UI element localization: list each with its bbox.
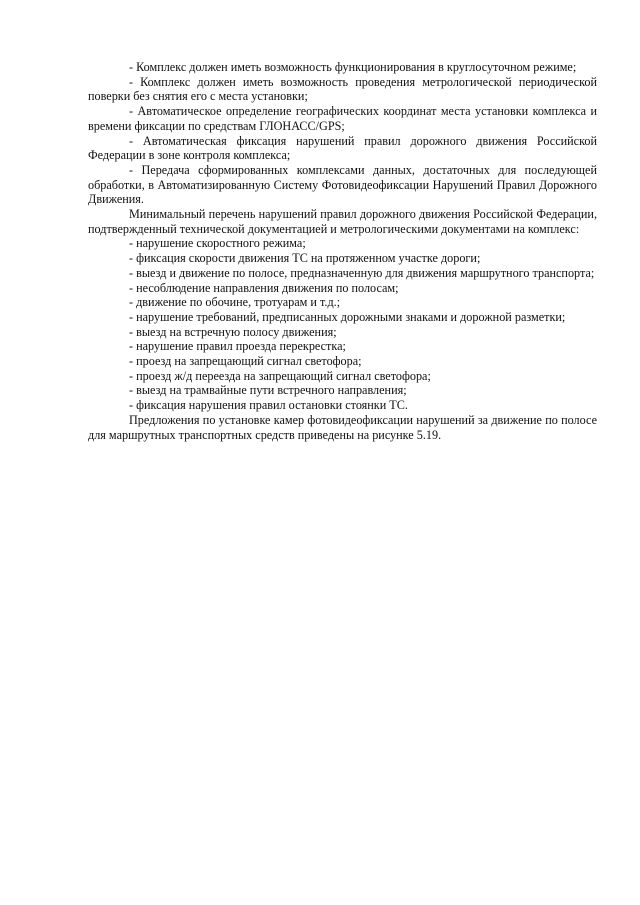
list-item-bus-lane: - выезд и движение по полосе, предназначенную для движения маршрутного транспорта; (129, 265, 595, 280)
list-item-red-light: - проезд на запрещающий сигнал светофора; (129, 354, 362, 369)
list-item-oncoming-lane: - выезд на встречную полосу движения; (129, 324, 337, 339)
list-item-signs-markings: - нарушение требований, предписанных дорожными знаками и дорожной разметки; (129, 309, 566, 324)
list-item-average-speed: - фиксация скорости движения ТС на протяженном участке дороги; (129, 251, 481, 266)
paragraph-requirement-violation-recording: - Автоматическая фиксация нарушений правил дорожного движения Российской Федерации в зоне контроля комплекса; (88, 133, 597, 163)
list-item-speeding: - нарушение скоростного режима; (129, 236, 306, 251)
paragraph-violations-list-intro: Минимальный перечень нарушений правил дорожного движения Российской Федерации, подтвержденный технической документацией и метрологическими документами на комплекс: (88, 207, 597, 236)
paragraph-requirement-metrological-verification: - Комплекс должен иметь возможность проведения метрологической периодической поверки без снятия его с места установки; (88, 74, 597, 104)
list-item-parking: - фиксация нарушения правил остановки стоянки ТС. (129, 398, 408, 413)
paragraph-requirement-data-transfer: - Передача сформированных комплексами данных, достаточных для последующей обработки, в Автоматизированную Систему Фотовидеофиксации Нарушений Правил Дорожного Движения. (88, 162, 597, 207)
paragraph-requirement-round-the-clock: - Комплекс должен иметь возможность функционирования в круглосуточном режиме; (129, 60, 577, 74)
list-item-lane-direction: - несоблюдение направления движения по полосам; (129, 280, 399, 295)
list-item-shoulder-sidewalk: - движение по обочине, тротуарам и т.д.; (129, 295, 341, 310)
paragraph-requirement-geo-coordinates: - Автоматическое определение географических координат места установки комплекса и времени фиксации по средствам ГЛОНАСС/GPS; (88, 104, 597, 133)
list-item-intersection: - нарушение правил проезда перекрестка; (129, 339, 346, 354)
list-item-railway-crossing: - проезд ж/д переезда на запрещающий сигнал светофора; (129, 368, 431, 383)
document-body (88, 60, 597, 442)
list-item-tram-tracks: - выезд на трамвайные пути встречного направления; (129, 383, 407, 398)
paragraph-camera-proposals: Предложения по установке камер фотовидеофиксации нарушений за движение по полосе для маршрутных транспортных средств приведены на рисунке 5.19. (88, 412, 597, 442)
